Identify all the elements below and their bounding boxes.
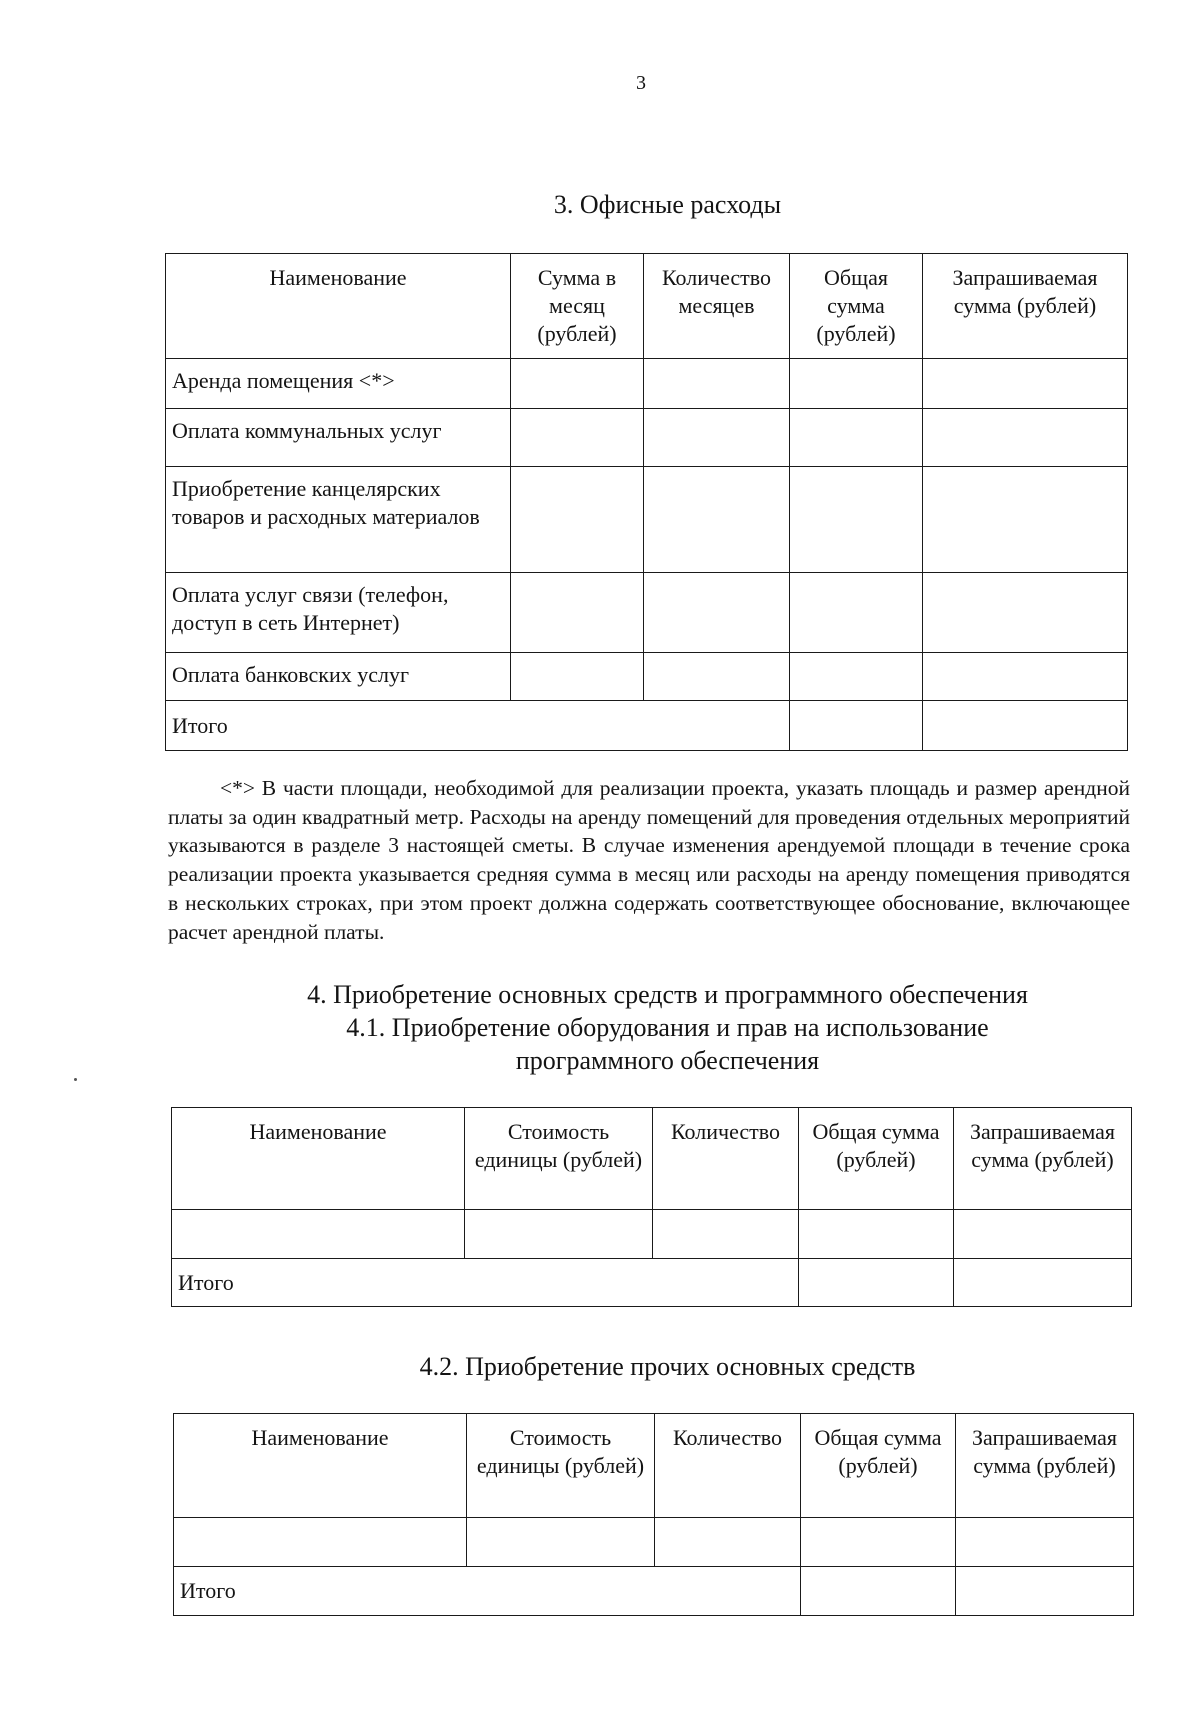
total-label: Итого — [166, 701, 790, 751]
column-header-requested-sum: Запрашиваемая сумма (рублей) — [923, 254, 1128, 359]
cell-requested-sum[interactable] — [923, 359, 1128, 409]
total-row — [166, 701, 1128, 751]
cell-total-sum[interactable] — [790, 409, 923, 467]
cell-total-sum[interactable] — [790, 467, 923, 573]
table-row — [172, 1210, 1132, 1259]
column-header-total-sum: Общая сумма (рублей) — [799, 1108, 954, 1210]
section-3-title: 3. Офисные расходы — [553, 190, 782, 219]
cell-months-count[interactable] — [644, 467, 790, 573]
row-name-communication: Оплата услуг связи (телефон, доступ в сеть Интернет) — [166, 573, 511, 653]
cell-requested-sum[interactable] — [923, 467, 1128, 573]
column-header-requested-sum: Запрашиваемая сумма (рублей) — [956, 1414, 1134, 1518]
column-header-months-count: Количество месяцев — [644, 254, 790, 359]
other-fixed-assets-table — [173, 1413, 1134, 1616]
row-name-banking: Оплата банковских услуг — [166, 653, 511, 701]
table-header-row — [174, 1414, 1134, 1518]
cell-total-sum[interactable] — [790, 359, 923, 409]
column-header-monthly-sum: Сумма в месяц (рублей) — [511, 254, 644, 359]
table-row — [166, 359, 1128, 409]
total-row — [172, 1259, 1132, 1307]
cell-total-sum[interactable] — [801, 1518, 956, 1567]
cell-unit-cost[interactable] — [465, 1210, 653, 1259]
total-label: Итого — [174, 1567, 801, 1616]
row-name-utilities: Оплата коммунальных услуг — [166, 409, 511, 467]
section-4-1-title: 4.1. Приобретение оборудования и прав на использование программного обеспечения — [346, 1013, 989, 1075]
table-row — [174, 1518, 1134, 1567]
column-header-unit-cost: Стоимость единицы (рублей) — [467, 1414, 655, 1518]
table-header-row — [172, 1108, 1132, 1210]
total-label: Итого — [172, 1259, 799, 1307]
cell-months-count[interactable] — [644, 573, 790, 653]
cell-name[interactable] — [174, 1518, 467, 1567]
cell-requested-sum[interactable] — [923, 409, 1128, 467]
cell-requested-sum[interactable] — [956, 1567, 1134, 1616]
section-4-headings — [150, 978, 1185, 1077]
column-header-total-sum: Общая сумма (рублей) — [790, 254, 923, 359]
total-row — [174, 1567, 1134, 1616]
cell-requested-sum[interactable] — [954, 1259, 1132, 1307]
table-row — [166, 573, 1128, 653]
column-header-quantity: Количество — [655, 1414, 801, 1518]
cell-monthly-sum[interactable] — [511, 573, 644, 653]
cell-requested-sum[interactable] — [956, 1518, 1134, 1567]
cell-months-count[interactable] — [644, 653, 790, 701]
column-header-name: Наименование — [172, 1108, 465, 1210]
column-header-name: Наименование — [166, 254, 511, 359]
cell-monthly-sum[interactable] — [511, 359, 644, 409]
column-header-requested-sum: Запрашиваемая сумма (рублей) — [954, 1108, 1132, 1210]
table-row — [166, 409, 1128, 467]
cell-monthly-sum[interactable] — [511, 409, 644, 467]
section-4-2-title: 4.2. Приобретение прочих основных средств — [419, 1352, 916, 1381]
cell-months-count[interactable] — [644, 359, 790, 409]
cell-months-count[interactable] — [644, 409, 790, 467]
cell-requested-sum[interactable] — [923, 573, 1128, 653]
table-header-row — [166, 254, 1128, 359]
cell-requested-sum[interactable] — [954, 1210, 1132, 1259]
cell-unit-cost[interactable] — [467, 1518, 655, 1567]
row-name-stationery: Приобретение канцелярских товаров и расходных материалов — [166, 467, 511, 573]
cell-total-sum[interactable] — [790, 653, 923, 701]
office-expenses-table — [165, 253, 1128, 751]
cell-name[interactable] — [172, 1210, 465, 1259]
column-header-total-sum: Общая сумма (рублей) — [801, 1414, 956, 1518]
cell-total-sum[interactable] — [790, 701, 923, 751]
cell-requested-sum[interactable] — [923, 653, 1128, 701]
cell-total-sum[interactable] — [801, 1567, 956, 1616]
table-row — [166, 467, 1128, 573]
equipment-software-table — [171, 1107, 1132, 1307]
cell-monthly-sum[interactable] — [511, 653, 644, 701]
cell-requested-sum[interactable] — [923, 701, 1128, 751]
cell-monthly-sum[interactable] — [511, 467, 644, 573]
cell-total-sum[interactable] — [799, 1259, 954, 1307]
row-name-rent: Аренда помещения <*> — [166, 359, 511, 409]
column-header-name: Наименование — [174, 1414, 467, 1518]
column-header-quantity: Количество — [653, 1108, 799, 1210]
page-number: 3 — [636, 72, 646, 94]
cell-total-sum[interactable] — [790, 573, 923, 653]
cell-quantity[interactable] — [655, 1518, 801, 1567]
table-row — [166, 653, 1128, 701]
rent-footnote: <*> В части площади, необходимой для реализации проекта, указать площадь и размер арендной платы за один квадратный метр. Расходы на аренду помещений для проведения отдельных мероприятий указываются в разделе 3 настоящей сметы. В случае изменения арендуемой площади в течение срока реализации проекта указывается средняя сумма в месяц или расходы на аренду помещения приводятся в нескольких строках, при этом проект должна содержать соответствующее обоснование, включающее расчет арендной платы. — [168, 776, 1130, 944]
section-4-title: 4. Приобретение основных средств и программного обеспечения — [307, 980, 1028, 1009]
cell-total-sum[interactable] — [799, 1210, 954, 1259]
scan-speck — [74, 1078, 77, 1081]
column-header-unit-cost: Стоимость единицы (рублей) — [465, 1108, 653, 1210]
cell-quantity[interactable] — [653, 1210, 799, 1259]
